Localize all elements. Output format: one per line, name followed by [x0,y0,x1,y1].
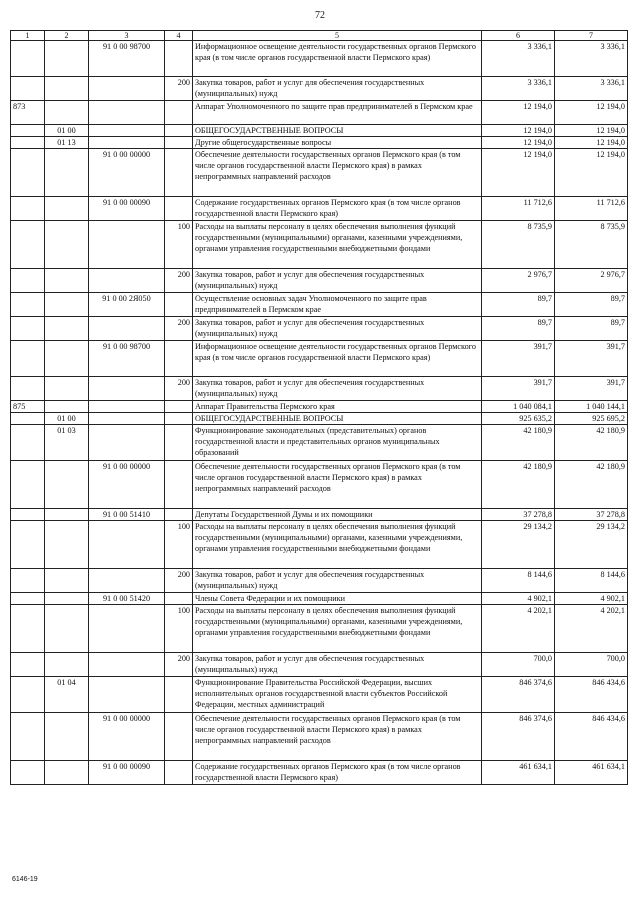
header-cell: 3 [89,31,165,41]
header-cell: 1 [11,31,45,41]
cell-name: ОБЩЕГОСУДАРСТВЕННЫЕ ВОПРОСЫ [193,125,482,137]
cell-target-article [89,317,165,341]
cell-amount-col7: 12 194,0 [555,125,628,137]
cell-target-article [89,101,165,125]
table-row [11,341,628,377]
header-row [11,31,628,41]
cell-amount-col6: 37 278,8 [482,509,555,521]
table-row [11,413,628,425]
cell-amount-col7: 391,7 [555,377,628,401]
cell-expense-type [165,761,193,785]
cell-name: ОБЩЕГОСУДАРСТВЕННЫЕ ВОПРОСЫ [193,413,482,425]
page-number: 72 [315,10,325,21]
cell-amount-col7: 89,7 [555,317,628,341]
table-row [11,149,628,197]
cell-amount-col7: 12 194,0 [555,149,628,197]
cell-expense-type [165,41,193,77]
cell-expense-type [165,425,193,461]
cell-name: Расходы на выплаты персоналу в целях обеспечения выполнения функций государственными (муниципальными) органами, казенными учреждениями, органами управления государственными внебюджетными фондами [193,221,482,269]
cell-amount-col6: 8 735,9 [482,221,555,269]
header-cell: 4 [165,31,193,41]
cell-expense-type: 200 [165,317,193,341]
cell-amount-col6: 11 712,6 [482,197,555,221]
cell-target-article [89,521,165,569]
cell-section-code [45,101,89,125]
cell-organization-code [11,377,45,401]
cell-target-article [89,677,165,713]
cell-organization-code [11,761,45,785]
cell-amount-col6: 12 194,0 [482,101,555,125]
cell-section-code [45,569,89,593]
cell-target-article [89,653,165,677]
cell-name: Другие общегосударственные вопросы [193,137,482,149]
cell-target-article [89,137,165,149]
cell-target-article [89,77,165,101]
cell-section-code: 01 04 [45,677,89,713]
table-row [11,101,628,125]
cell-name: Аппарат Уполномоченного по защите прав предпринимателей в Пермском крае [193,101,482,125]
cell-section-code: 01 00 [45,125,89,137]
cell-target-article [89,221,165,269]
cell-name: Информационное освещение деятельности государственных органов Пермского края (в том числе органов государственной власти Пермского края) [193,41,482,77]
cell-amount-col6: 8 144,6 [482,569,555,593]
cell-organization-code [11,269,45,293]
cell-amount-col7: 2 976,7 [555,269,628,293]
cell-target-article [89,569,165,593]
cell-name: Закупка товаров, работ и услуг для обеспечения государственных (муниципальных) нужд [193,77,482,101]
table-row [11,221,628,269]
table-row [11,197,628,221]
table-row [11,521,628,569]
cell-expense-type [165,461,193,509]
cell-amount-col7: 4 202,1 [555,605,628,653]
cell-amount-col7: 37 278,8 [555,509,628,521]
cell-section-code [45,713,89,761]
cell-target-article: 91 0 00 51420 [89,593,165,605]
table-row [11,317,628,341]
cell-amount-col6: 846 374,6 [482,713,555,761]
cell-organization-code [11,77,45,101]
cell-target-article: 91 0 00 2Я050 [89,293,165,317]
cell-expense-type: 200 [165,569,193,593]
cell-amount-col6: 29 134,2 [482,521,555,569]
cell-name: Закупка товаров, работ и услуг для обеспечения государственных (муниципальных) нужд [193,317,482,341]
table-row [11,605,628,653]
cell-amount-col7: 3 336,1 [555,41,628,77]
cell-name: Закупка товаров, работ и услуг для обеспечения государственных (муниципальных) нужд [193,377,482,401]
cell-amount-col7: 846 434,6 [555,713,628,761]
cell-amount-col7: 925 695,2 [555,413,628,425]
cell-name: Расходы на выплаты персоналу в целях обеспечения выполнения функций государственными (муниципальными) органами, казенными учреждениями, органами управления государственными внебюджетными фондами [193,605,482,653]
cell-expense-type: 100 [165,605,193,653]
cell-amount-col6: 3 336,1 [482,77,555,101]
cell-target-article: 91 0 00 51410 [89,509,165,521]
cell-organization-code [11,149,45,197]
cell-expense-type [165,509,193,521]
cell-target-article: 91 0 00 00000 [89,461,165,509]
table-row [11,41,628,77]
cell-amount-col6: 42 180,9 [482,425,555,461]
cell-organization-code [11,569,45,593]
cell-section-code [45,401,89,413]
table-row [11,677,628,713]
cell-section-code [45,461,89,509]
cell-target-article [89,401,165,413]
header-cell: 7 [555,31,628,41]
table-row [11,761,628,785]
cell-name: Обеспечение деятельности государственных органов Пермского края (в том числе органов государственной власти Пермского края) в рамках непрограммных направлений расходов [193,713,482,761]
table-row [11,593,628,605]
cell-section-code [45,77,89,101]
cell-target-article [89,413,165,425]
cell-expense-type: 200 [165,269,193,293]
table-row [11,569,628,593]
cell-amount-col6: 42 180,9 [482,461,555,509]
cell-target-article: 91 0 00 00000 [89,149,165,197]
cell-section-code: 01 13 [45,137,89,149]
cell-amount-col6: 391,7 [482,341,555,377]
cell-section-code [45,377,89,401]
cell-section-code [45,41,89,77]
cell-organization-code [11,137,45,149]
cell-expense-type [165,593,193,605]
cell-amount-col7: 12 194,0 [555,101,628,125]
cell-expense-type [165,197,193,221]
cell-section-code [45,221,89,269]
cell-organization-code [11,713,45,761]
cell-expense-type [165,713,193,761]
cell-amount-col6: 89,7 [482,317,555,341]
cell-organization-code [11,341,45,377]
cell-section-code [45,197,89,221]
cell-organization-code [11,413,45,425]
cell-section-code [45,293,89,317]
cell-amount-col7: 846 434,6 [555,677,628,713]
table-row [11,509,628,521]
cell-amount-col7: 42 180,9 [555,461,628,509]
cell-expense-type [165,341,193,377]
cell-section-code [45,509,89,521]
table-row [11,377,628,401]
cell-section-code [45,341,89,377]
table-row [11,293,628,317]
cell-amount-col6: 12 194,0 [482,137,555,149]
header-cell: 5 [193,31,482,41]
cell-expense-type [165,293,193,317]
cell-name: Обеспечение деятельности государственных органов Пермского края (в том числе органов государственной власти Пермского края) в рамках непрограммных направлений расходов [193,461,482,509]
cell-section-code [45,593,89,605]
cell-amount-col6: 461 634,1 [482,761,555,785]
cell-name: Закупка товаров, работ и услуг для обеспечения государственных (муниципальных) нужд [193,269,482,293]
cell-name: Аппарат Правительства Пермского края [193,401,482,413]
cell-target-article [89,605,165,653]
table-row [11,653,628,677]
cell-organization-code [11,425,45,461]
cell-section-code [45,605,89,653]
cell-expense-type: 100 [165,521,193,569]
table-row [11,425,628,461]
cell-expense-type: 100 [165,221,193,269]
cell-name: Закупка товаров, работ и услуг для обеспечения государственных (муниципальных) нужд [193,653,482,677]
cell-section-code [45,521,89,569]
cell-expense-type [165,125,193,137]
cell-organization-code: 873 [11,101,45,125]
cell-target-article: 91 0 00 00090 [89,197,165,221]
cell-name: Функционирование законодательных (представительных) органов государственной власти и представительных органов муниципальных образований [193,425,482,461]
cell-amount-col6: 925 635,2 [482,413,555,425]
table-row [11,713,628,761]
cell-name: Члены Совета Федерации и их помощники [193,593,482,605]
cell-name: Информационное освещение деятельности государственных органов Пермского края (в том числе органов государственной власти Пермского края) [193,341,482,377]
cell-amount-col7: 12 194,0 [555,137,628,149]
cell-amount-col7: 29 134,2 [555,521,628,569]
cell-target-article: 91 0 00 98700 [89,41,165,77]
footer-code: 6146-19 [12,876,38,883]
cell-expense-type [165,137,193,149]
cell-amount-col7: 700,0 [555,653,628,677]
cell-expense-type [165,101,193,125]
cell-section-code [45,317,89,341]
cell-organization-code: 875 [11,401,45,413]
cell-expense-type: 200 [165,77,193,101]
cell-name: Содержание государственных органов Пермского края (в том числе органов государственной власти Пермского края) [193,197,482,221]
cell-target-article: 91 0 00 00000 [89,713,165,761]
cell-expense-type [165,401,193,413]
cell-amount-col7: 8 144,6 [555,569,628,593]
cell-organization-code [11,197,45,221]
cell-amount-col7: 42 180,9 [555,425,628,461]
cell-organization-code [11,293,45,317]
cell-amount-col6: 12 194,0 [482,125,555,137]
cell-name: Осуществление основных задач Уполномоченного по защите прав предпринимателей в Пермском крае [193,293,482,317]
cell-amount-col6: 89,7 [482,293,555,317]
cell-expense-type: 200 [165,653,193,677]
cell-target-article: 91 0 00 00090 [89,761,165,785]
cell-target-article: 91 0 00 98700 [89,341,165,377]
cell-amount-col7: 3 336,1 [555,77,628,101]
cell-organization-code [11,317,45,341]
cell-name: Содержание государственных органов Пермского края (в том числе органов государственной власти Пермского края) [193,761,482,785]
cell-target-article [89,377,165,401]
cell-amount-col6: 4 902,1 [482,593,555,605]
cell-section-code [45,761,89,785]
cell-amount-col6: 12 194,0 [482,149,555,197]
cell-organization-code [11,461,45,509]
cell-section-code: 01 03 [45,425,89,461]
cell-target-article [89,425,165,461]
table-body [11,41,628,785]
cell-target-article [89,269,165,293]
cell-organization-code [11,125,45,137]
cell-organization-code [11,653,45,677]
header-cell: 6 [482,31,555,41]
cell-expense-type: 200 [165,377,193,401]
cell-amount-col7: 89,7 [555,293,628,317]
cell-name: Расходы на выплаты персоналу в целях обеспечения выполнения функций государственными (муниципальными) органами, казенными учреждениями, органами управления государственными внебюджетными фондами [193,521,482,569]
cell-amount-col6: 1 040 084,1 [482,401,555,413]
budget-table [10,30,628,785]
cell-amount-col6: 4 202,1 [482,605,555,653]
cell-amount-col7: 461 634,1 [555,761,628,785]
cell-amount-col7: 1 040 144,1 [555,401,628,413]
cell-section-code: 01 00 [45,413,89,425]
cell-expense-type [165,413,193,425]
cell-name: Обеспечение деятельности государственных органов Пермского края (в том числе органов государственной власти Пермского края) в рамках непрограммных направлений расходов [193,149,482,197]
cell-expense-type [165,677,193,713]
cell-section-code [45,149,89,197]
cell-target-article [89,125,165,137]
cell-organization-code [11,221,45,269]
table-row [11,401,628,413]
table-row [11,125,628,137]
cell-name: Депутаты Государственной Думы и их помощники [193,509,482,521]
cell-organization-code [11,41,45,77]
table-row [11,77,628,101]
header-cell: 2 [45,31,89,41]
cell-amount-col6: 391,7 [482,377,555,401]
cell-organization-code [11,593,45,605]
cell-organization-code [11,677,45,713]
cell-amount-col7: 391,7 [555,341,628,377]
cell-amount-col7: 11 712,6 [555,197,628,221]
cell-section-code [45,269,89,293]
cell-expense-type [165,149,193,197]
cell-amount-col6: 846 374,6 [482,677,555,713]
cell-amount-col6: 700,0 [482,653,555,677]
cell-section-code [45,653,89,677]
table-row [11,137,628,149]
table-row [11,269,628,293]
cell-name: Закупка товаров, работ и услуг для обеспечения государственных (муниципальных) нужд [193,569,482,593]
cell-name: Функционирование Правительства Российской Федерации, высших исполнительных органов государственной власти субъектов Российской Федерации, местных администраций [193,677,482,713]
cell-organization-code [11,521,45,569]
cell-organization-code [11,509,45,521]
cell-amount-col7: 4 902,1 [555,593,628,605]
table-row [11,461,628,509]
cell-organization-code [11,605,45,653]
cell-amount-col6: 3 336,1 [482,41,555,77]
cell-amount-col6: 2 976,7 [482,269,555,293]
cell-amount-col7: 8 735,9 [555,221,628,269]
